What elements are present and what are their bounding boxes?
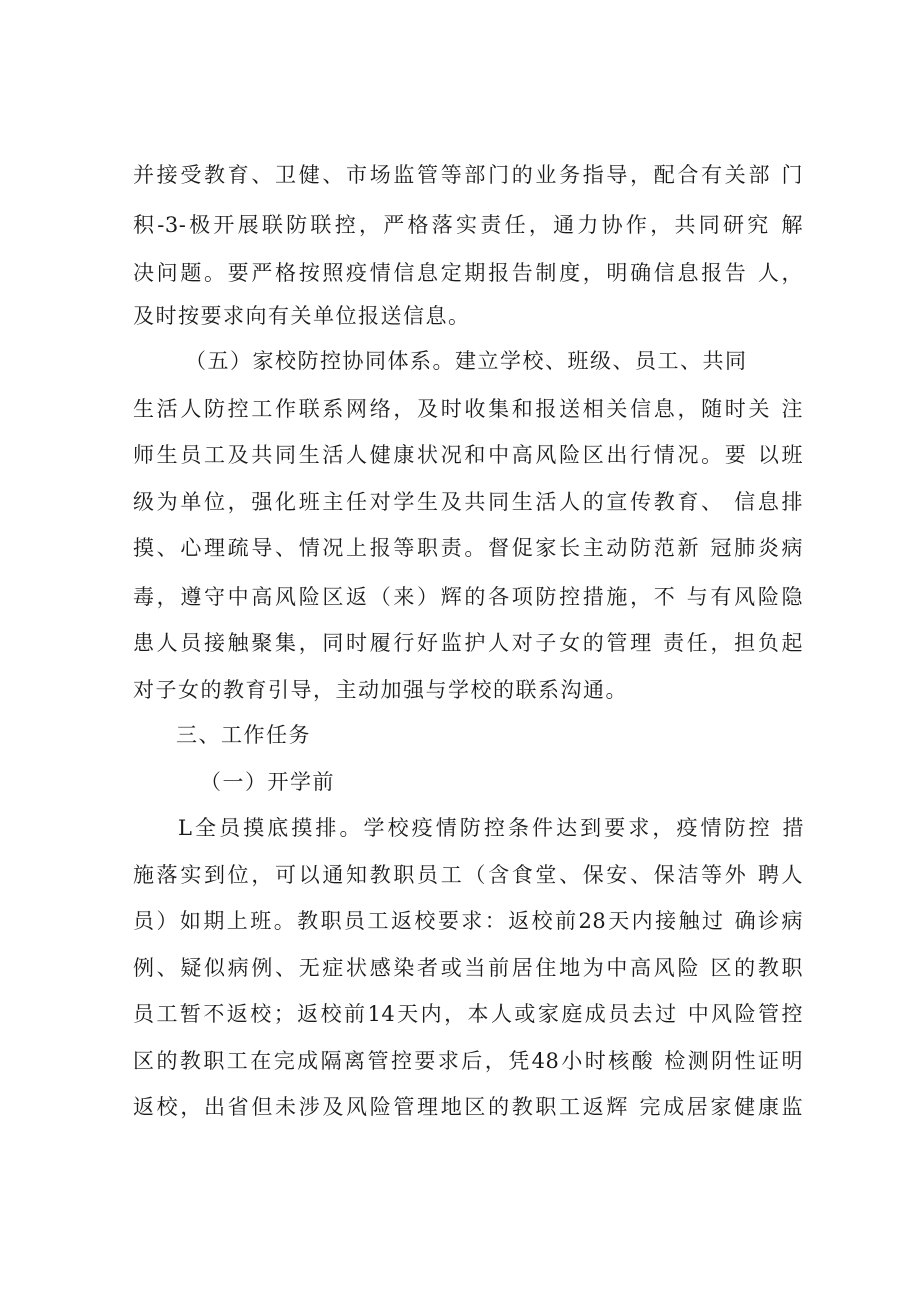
body-text-line: 例、疑似病例、无症状感染者或当前居住地为中高风险 区的教职 [133, 956, 803, 980]
body-text-line: 摸、心理疏导、情况上报等职责。督促家长主动防范新 冠肺炎病 [133, 536, 803, 560]
section-heading: 三、工作任务 [176, 723, 311, 747]
body-text-line: 及时按要求向有关单位报送信息。 [133, 304, 471, 328]
body-text-line: 级为单位，强化班主任对学生及共同生活人的宣传教育、 信息排 [133, 490, 803, 514]
body-text-line: 积-3-极开展联防联控，严格落实责任，通力协作，共同研究 解 [133, 213, 803, 237]
body-text-line: 决问题。要严格按照疫情信息定期报告制度，明确信息报告 人， [133, 261, 803, 285]
body-text-line: 施落实到位，可以通知教职员工（含食堂、保安、保洁等外 聘人 [133, 863, 803, 887]
body-text-line: 返校，出省但未涉及风险管理地区的教职工返辉 完成居家健康监 [133, 1095, 803, 1119]
body-text-line: 并接受教育、卫健、市场监管等部门的业务指导，配合有关部 门 [133, 163, 803, 187]
body-text-line: 毒，遵守中高风险区返（来）辉的各项防控措施，不 与有风险隐 [133, 585, 803, 609]
body-text-line: 员工暂不返校；返校前14天内，本人或家庭成员去过 中风险管控 [133, 1002, 803, 1026]
body-text-line: 员）如期上班。教职员工返校要求：返校前28天内接触过 确诊病 [133, 909, 803, 933]
section-heading-paragraph-start: （五）家校防控协同体系。建立学校、班级、员工、共同 [185, 349, 748, 373]
body-text-line: 师生员工及共同生活人健康状况和中高风险区出行情况。要 以班 [133, 443, 803, 467]
body-text-line: L全员摸底摸排。学校疫情防控条件达到要求，疫情防控 措 [178, 816, 804, 840]
body-text-line: 区的教职工在完成隔离管控要求后，凭48小时核酸 检测阴性证明 [133, 1049, 803, 1073]
subsection-heading: （一）开学前 [200, 770, 335, 794]
body-text-line: 对子女的教育引导，主动加强与学校的联系沟通。 [133, 678, 628, 702]
body-text-line: 患人员接触聚集，同时履行好监护人对子女的管理 责任，担负起 [133, 631, 803, 655]
body-text-line: 生活人防控工作联系网络，及时收集和报送相关信息，随时关 注 [133, 397, 803, 421]
